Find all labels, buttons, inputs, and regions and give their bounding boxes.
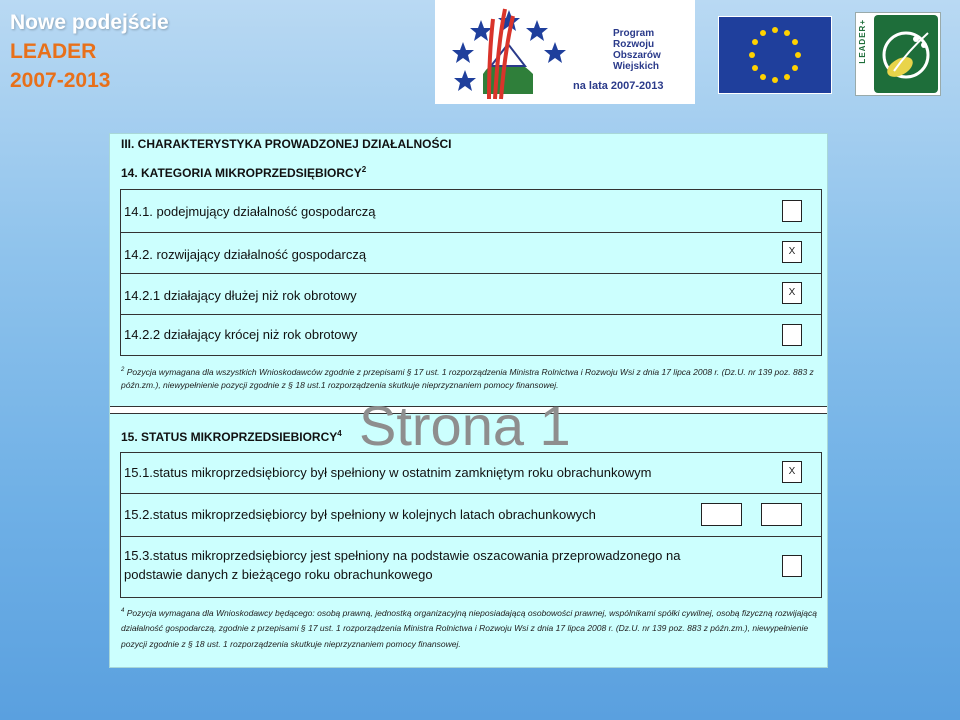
prow-logo bbox=[435, 0, 695, 104]
row-label-14-1: 14.1. podejmujący działalność gospodarczą bbox=[124, 204, 376, 219]
table-row bbox=[121, 315, 821, 356]
leader-green-panel bbox=[874, 15, 938, 93]
page-watermark: Strona 1 bbox=[359, 394, 571, 457]
section-14-table bbox=[120, 189, 822, 356]
checkbox-14-2[interactable]: X bbox=[782, 241, 802, 263]
table-row bbox=[121, 537, 821, 598]
table-row bbox=[121, 274, 821, 315]
leader-vertical-text: LEADER+ bbox=[858, 19, 867, 64]
header-line-1: Nowe podejście bbox=[10, 11, 169, 34]
year-field-2[interactable] bbox=[761, 503, 802, 526]
application-form-section bbox=[109, 133, 828, 668]
row-label-14-2-2: 14.2.2 działający krócej niż rok obrotowy bbox=[124, 327, 358, 342]
row-label-14-2-1: 14.2.1 działający dłużej niż rok obrotowy bbox=[124, 288, 357, 303]
prow-years: na lata 2007-2013 bbox=[573, 80, 664, 92]
row-label-15-2: 15.2.status mikroprzedsiębiorcy był spełniony w kolejnych latach obrachunkowych bbox=[124, 507, 596, 522]
section-15-table bbox=[120, 452, 822, 598]
page-divider bbox=[110, 406, 827, 414]
footnote-2: $^2$ Pozycja wymagana dla wszystkich Wnioskodawców zgodnie z przepisami § 17 ust. 1 rozporządzenia Ministra Rolnictwa i Rozwoju Wsi z dnia 17 lipca 2008 r. (Dz.U. nr 139 poz. 883 z późn.zm.), niewypełnienie pozycji zgodnie z § 18 ust.1 rozporządzenia skutkuje nieprzyznaniem pomocy finansowej. bbox=[121, 366, 814, 390]
section-15-footnote-ref: 4 bbox=[337, 429, 342, 438]
checkbox-15-1[interactable]: X bbox=[782, 461, 802, 483]
table-row bbox=[121, 233, 821, 274]
checkbox-14-2-2[interactable] bbox=[782, 324, 802, 346]
row-label-14-2: 14.2. rozwijający działalność gospodarczą bbox=[124, 247, 367, 262]
table-row bbox=[121, 494, 821, 537]
section-14-footnote-ref: 2 bbox=[361, 165, 367, 174]
checkbox-14-2-1[interactable]: X bbox=[782, 282, 802, 304]
checkbox-15-3[interactable] bbox=[782, 555, 802, 577]
footnote-4: $^4$ Pozycja wymagana dla Wnioskodawcy będącego: osobą prawną, jednostką organizacyjną nieposiadającą osobowości prawnej, wspólnikami spółki cywilnej, osobą fizyczną rozwijającą działalność gospodarczą, zgodnie z przepisami § 17 ust. 1 rozporządzenia Ministra Rolnictwa i Rozwoju Wsi z dnia 17 lipca 2008 r. (Dz.U. nr 139 poz. 883 z późn.zm.), niewypełnienie pozycji zgodnie z § 18 ust. 1 rozporządzenia skutkuje nieprzyznaniem pomocy finansowej. bbox=[121, 607, 817, 649]
section-3-title: III. CHARAKTERYSTYKA PROWADZONEJ DZIAŁALNOŚCI bbox=[121, 137, 452, 151]
row-label-15-3-line-1: 15.3.status mikroprzedsiębiorcy jest spełniony na podstawie oszacowania przeprowadzonego na bbox=[124, 548, 681, 563]
section-14-title: 14. KATEGORIA MIKROPRZEDSIĘBIORCY$^2$ bbox=[121, 165, 367, 180]
presentation-header bbox=[10, 8, 169, 95]
header-line-2: LEADER bbox=[10, 40, 97, 63]
year-field-1[interactable] bbox=[701, 503, 742, 526]
row-label-15-3-line-2: podstawie danych z bieżącego roku obrachunkowego bbox=[124, 567, 433, 582]
prow-emblem-icon bbox=[443, 4, 573, 104]
table-row bbox=[121, 190, 821, 233]
header-line-3: 2007-2013 bbox=[10, 69, 111, 92]
section-15-title: 15. STATUS MIKROPRZEDSIEBIORCY$^4$ bbox=[121, 429, 342, 444]
table-row bbox=[121, 453, 821, 494]
checkbox-14-1[interactable] bbox=[782, 200, 802, 222]
row-label-15-1: 15.1.status mikroprzedsiębiorcy był spełniony w ostatnim zamkniętym roku obrachunkowym bbox=[124, 465, 652, 480]
eu-flag-icon bbox=[718, 16, 832, 94]
leader-logo-icon bbox=[855, 12, 941, 96]
prow-words: Program Rozwoju Obszarów Wiejskich bbox=[613, 28, 661, 72]
